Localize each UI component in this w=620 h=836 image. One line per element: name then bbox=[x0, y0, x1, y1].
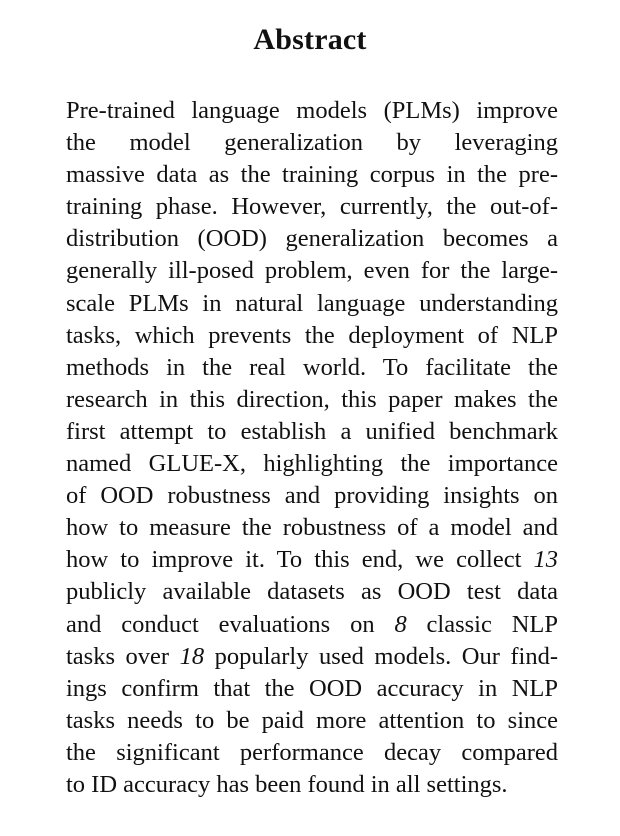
abstract-line: of OOD robustness and providing insights on bbox=[66, 482, 558, 510]
abstract-line: research in this direction, this paper makes the bbox=[66, 385, 558, 413]
abstract-line: first attempt to establish a unified benchmark bbox=[66, 417, 558, 445]
abstract-line: publicly available datasets as OOD test data bbox=[66, 578, 558, 606]
abstract-line: ings confirm that the OOD accuracy in NLP bbox=[66, 674, 558, 702]
abstract-line: massive data as the training corpus in the pre- bbox=[66, 161, 558, 189]
abstract-line: named GLUE-X, highlighting the importance bbox=[66, 450, 558, 478]
abstract-line: tasks needs to be paid more attention to since bbox=[66, 706, 558, 734]
abstract-text: and conduct evaluations on bbox=[66, 610, 375, 638]
abstract-line: generally ill-posed problem, even for the large- bbox=[66, 257, 558, 285]
abstract-line bbox=[66, 641, 558, 673]
abstract-line bbox=[66, 609, 558, 641]
task-count: 8 bbox=[394, 610, 407, 638]
abstract-line: distribution (OOD) generalization becomes a bbox=[66, 225, 558, 253]
abstract-text: how to improve it. To this end, we collect bbox=[66, 546, 522, 574]
abstract-line: tasks, which prevents the deployment of NLP bbox=[66, 321, 558, 349]
abstract-body bbox=[66, 95, 558, 801]
abstract-line: Pre-trained language models (PLMs) improve bbox=[66, 97, 558, 124]
model-count: 18 bbox=[179, 642, 205, 670]
abstract-line: the model generalization by leveraging bbox=[66, 129, 558, 157]
dataset-count: 13 bbox=[533, 546, 558, 574]
abstract-line: scale PLMs in natural language understanding bbox=[66, 289, 558, 317]
abstract-text: tasks over bbox=[66, 642, 170, 670]
abstract-line bbox=[66, 544, 558, 576]
abstract-line: to ID accuracy has been found in all settings. bbox=[66, 770, 508, 798]
abstract-text: classic NLP bbox=[426, 610, 558, 638]
section-title: Abstract bbox=[253, 23, 367, 56]
abstract-line: training phase. However, currently, the out-of- bbox=[66, 193, 558, 221]
abstract-line: methods in the real world. To facilitate the bbox=[66, 353, 558, 381]
abstract-line: how to measure the robustness of a model and bbox=[66, 514, 558, 542]
abstract-line: the significant performance decay compared bbox=[66, 738, 558, 766]
abstract-text: popularly used models. Our find- bbox=[214, 642, 559, 670]
